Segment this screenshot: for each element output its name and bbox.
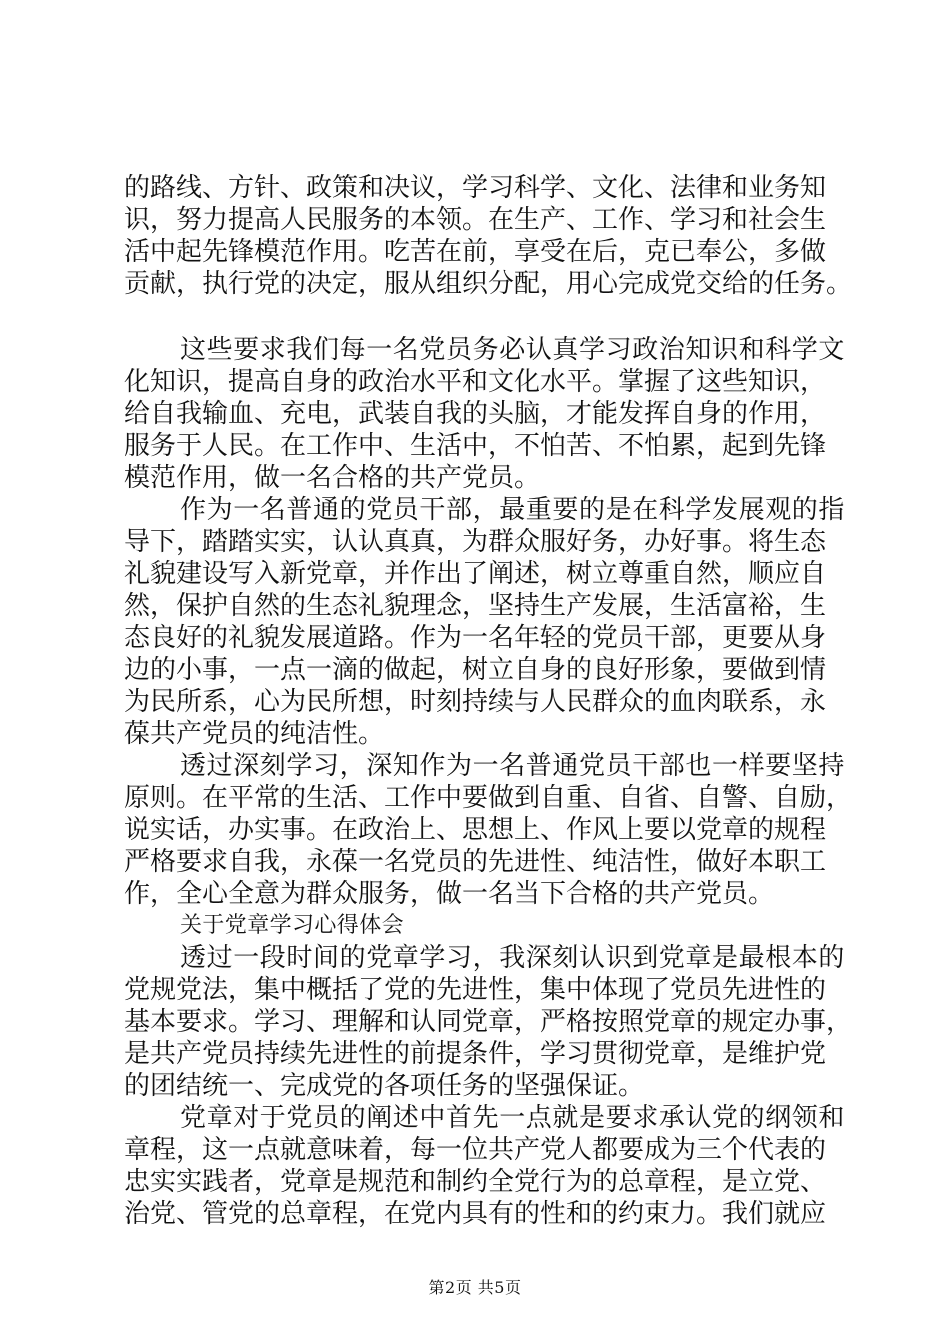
text-line: 说实话，办实事。在政治上、思想上、作风上要以党章的规程 (124, 815, 827, 845)
text-line: 章程，这一点就意味着，每一位共产党人都要成为三个代表的 (124, 1135, 827, 1165)
text-line: 治党、管党的总章程，在党内具有的性和的约束力。我们就应 (124, 1199, 827, 1229)
text-line: 葆共产党员的纯洁性。 (124, 719, 385, 749)
text-line: 党章对于党员的阐述中首先一点就是要求承认党的纲领和 (180, 1103, 846, 1133)
text-line: 化知识，提高自身的政治水平和文化水平。掌握了这些知识， (124, 367, 827, 397)
text-line: 的路线、方针、政策和决议，学习科学、文化、法律和业务知 (124, 173, 827, 203)
text-line: 然，保护自然的生态礼貌理念，坚持生产发展，生活富裕，生 (124, 591, 827, 621)
text-line: 这些要求我们每一名党员务必认真学习政治知识和科学文 (180, 335, 846, 365)
text-line: 的团结统一、完成党的各项任务的坚强保证。 (124, 1071, 645, 1101)
text-line: 识，努力提高人民服务的本领。在生产、工作、学习和社会生 (124, 205, 827, 235)
text-line: 透过一段时间的党章学习，我深刻认识到党章是最根本的 (180, 943, 846, 973)
document-body (124, 172, 853, 1230)
text-line: 原则。在平常的生活、工作中要做到自重、自省、自警、自励， (124, 783, 853, 813)
text-line: 态良好的礼貌发展道路。作为一名年轻的党员干部，更要从身 (124, 623, 827, 653)
page-number-footer: 第2页 共5页 (428, 1278, 522, 1297)
paragraph (124, 494, 846, 750)
section-heading: 关于党章学习心得体会 (180, 913, 405, 938)
text-line: 给自我输血、充电，武装自我的头脑，才能发挥自身的作用， (124, 399, 827, 429)
text-line: 贡献，执行党的决定，服从组织分配，用心完成党交给的任务。 (124, 269, 853, 299)
text-line: 边的小事，一点一滴的做起，树立自身的良好形象，要做到情 (124, 655, 827, 685)
paragraph (124, 942, 853, 1102)
paragraph (124, 172, 853, 300)
text-line: 模范作用，做一名合格的共产党员。 (124, 463, 541, 493)
text-line: 党规党法，集中概括了党的先进性，集中体现了党员先进性的 (124, 975, 827, 1005)
text-line: 透过深刻学习，深知作为一名普通党员干部也一样要坚持 (180, 751, 846, 781)
text-line: 严格要求自我，永葆一名党员的先进性、纯洁性，做好本职工 (124, 847, 827, 877)
text-line: 作，全心全意为群众服务，做一名当下合格的共产党员。 (124, 879, 775, 909)
text-line: 基本要求。学习、理解和认同党章，严格按照党章的规定办事， (124, 1007, 853, 1037)
text-line: 为民所系，心为民所想，时刻持续与人民群众的血肉联系，永 (124, 687, 827, 717)
text-line: 活中起先锋模范作用。吃苦在前，享受在后，克已奉公，多做 (124, 237, 827, 267)
paragraph (124, 1102, 846, 1230)
text-line: 作为一名普通的党员干部，最重要的是在科学发展观的指 (180, 495, 846, 525)
paragraph-gap (124, 300, 836, 334)
text-line: 忠实实践者，党章是规范和制约全党行为的总章程，是立党、 (124, 1167, 827, 1197)
text-line: 服务于人民。在工作中、生活中，不怕苦、不怕累，起到先锋 (124, 431, 827, 461)
text-line: 是共产党员持续先进性的前提条件，学习贯彻党章，是维护党 (124, 1039, 827, 1069)
paragraph (124, 750, 853, 910)
text-line: 礼貌建设写入新党章，并作出了阐述，树立尊重自然，顺应自 (124, 559, 827, 589)
paragraph (124, 334, 846, 494)
text-line: 导下，踏踏实实，认认真真，为群众服好务，办好事。将生态 (124, 527, 827, 557)
